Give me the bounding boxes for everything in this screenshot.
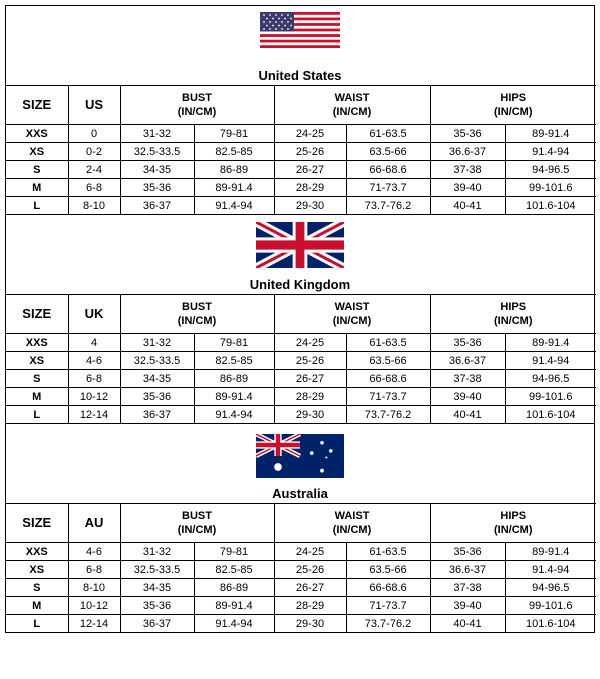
size-table: [6, 503, 596, 632]
value-cell: 91.4-94: [505, 561, 596, 579]
country-title: United Kingdom: [249, 277, 351, 292]
waist-label: WAIST: [334, 92, 370, 104]
value-cell: 24-25: [274, 543, 346, 561]
header-row: [6, 86, 596, 125]
bust-label: BUST: [182, 301, 212, 313]
value-cell: 0: [68, 125, 120, 143]
value-cell: 12-14: [68, 406, 120, 424]
value-cell: 61-63.5: [346, 125, 430, 143]
size-cell: XS: [6, 352, 68, 370]
size-cell: M: [6, 179, 68, 197]
value-cell: 94-96.5: [505, 579, 596, 597]
table-row: [6, 406, 596, 424]
value-cell: 66-68.6: [346, 161, 430, 179]
value-cell: 10-12: [68, 388, 120, 406]
value-cell: 91.4-94: [505, 143, 596, 161]
size-table: [6, 294, 596, 423]
value-cell: 89-91.4: [505, 543, 596, 561]
value-cell: 63.5-66: [346, 561, 430, 579]
value-cell: 0-2: [68, 143, 120, 161]
hips-unit: (IN/CM): [494, 524, 533, 536]
value-cell: 73.7-76.2: [346, 197, 430, 215]
uk-flag-icon: [256, 222, 344, 268]
section-united-states: [5, 5, 595, 214]
value-cell: 32.5-33.5: [120, 561, 194, 579]
value-cell: 4-6: [68, 352, 120, 370]
value-cell: 86-89: [194, 370, 274, 388]
value-cell: 32.5-33.5: [120, 143, 194, 161]
value-cell: 66-68.6: [346, 370, 430, 388]
value-cell: 40-41: [430, 615, 505, 633]
hips-unit: (IN/CM): [494, 315, 533, 327]
bust-unit: (IN/CM): [177, 315, 217, 327]
value-cell: 89-91.4: [194, 179, 274, 197]
value-cell: 37-38: [430, 579, 505, 597]
table-row: [6, 179, 596, 197]
section-header: [6, 6, 594, 85]
value-cell: 40-41: [430, 406, 505, 424]
size-cell: S: [6, 161, 68, 179]
table-row: [6, 543, 596, 561]
value-cell: 37-38: [430, 370, 505, 388]
region-header: US: [68, 86, 120, 125]
value-cell: 10-12: [68, 597, 120, 615]
value-cell: 28-29: [274, 388, 346, 406]
size-cell: M: [6, 597, 68, 615]
value-cell: 89-91.4: [194, 388, 274, 406]
bust-label: BUST: [182, 92, 212, 104]
value-cell: 24-25: [274, 125, 346, 143]
value-cell: 6-8: [68, 179, 120, 197]
value-cell: 79-81: [194, 125, 274, 143]
size-header: SIZE: [6, 295, 68, 334]
value-cell: 28-29: [274, 179, 346, 197]
size-cell: M: [6, 388, 68, 406]
value-cell: 36.6-37: [430, 352, 505, 370]
value-cell: 86-89: [194, 579, 274, 597]
value-cell: 24-25: [274, 334, 346, 352]
value-cell: 89-91.4: [505, 334, 596, 352]
value-cell: 32.5-33.5: [120, 352, 194, 370]
value-cell: 91.4-94: [194, 406, 274, 424]
value-cell: 99-101.6: [505, 179, 596, 197]
value-cell: 73.7-76.2: [346, 615, 430, 633]
value-cell: 31-32: [120, 543, 194, 561]
value-cell: 101.6-104: [505, 197, 596, 215]
us-flag-icon: [260, 12, 340, 48]
value-cell: 36.6-37: [430, 143, 505, 161]
size-chart: [5, 5, 595, 633]
value-cell: 34-35: [120, 370, 194, 388]
hips-label: HIPS: [500, 510, 527, 522]
waist-unit: (IN/CM): [332, 524, 372, 536]
size-header: SIZE: [6, 504, 68, 543]
value-cell: 91.4-94: [505, 352, 596, 370]
value-cell: 36-37: [120, 197, 194, 215]
size-cell: S: [6, 579, 68, 597]
hips-label: HIPS: [500, 301, 527, 313]
value-cell: 82.5-85: [194, 143, 274, 161]
value-cell: 61-63.5: [346, 334, 430, 352]
value-cell: 29-30: [274, 406, 346, 424]
value-cell: 63.5-66: [346, 143, 430, 161]
value-cell: 82.5-85: [194, 352, 274, 370]
waist-header: [274, 86, 430, 125]
value-cell: 8-10: [68, 579, 120, 597]
value-cell: 29-30: [274, 615, 346, 633]
value-cell: 29-30: [274, 197, 346, 215]
value-cell: 89-91.4: [194, 597, 274, 615]
value-cell: 71-73.7: [346, 597, 430, 615]
value-cell: 37-38: [430, 161, 505, 179]
waist-label: WAIST: [334, 301, 370, 313]
value-cell: 40-41: [430, 197, 505, 215]
value-cell: 61-63.5: [346, 543, 430, 561]
header-row: [6, 504, 596, 543]
bust-header: [120, 86, 274, 125]
table-row: [6, 370, 596, 388]
value-cell: 101.6-104: [505, 615, 596, 633]
waist-unit: (IN/CM): [332, 106, 372, 118]
size-cell: XXS: [6, 543, 68, 561]
bust-label: BUST: [182, 510, 212, 522]
value-cell: 4-6: [68, 543, 120, 561]
hips-label: HIPS: [500, 92, 527, 104]
value-cell: 25-26: [274, 561, 346, 579]
bust-header: [120, 295, 274, 334]
size-cell: L: [6, 197, 68, 215]
section-header: [6, 215, 594, 294]
size-cell: XS: [6, 143, 68, 161]
value-cell: 35-36: [120, 597, 194, 615]
hips-header: [430, 504, 596, 543]
section-header: [6, 424, 594, 503]
section-australia: [5, 423, 595, 633]
value-cell: 36.6-37: [430, 561, 505, 579]
value-cell: 101.6-104: [505, 406, 596, 424]
value-cell: 6-8: [68, 370, 120, 388]
size-cell: XS: [6, 561, 68, 579]
value-cell: 34-35: [120, 579, 194, 597]
value-cell: 66-68.6: [346, 579, 430, 597]
value-cell: 34-35: [120, 161, 194, 179]
value-cell: 79-81: [194, 334, 274, 352]
size-cell: L: [6, 615, 68, 633]
value-cell: 79-81: [194, 543, 274, 561]
header-row: [6, 295, 596, 334]
table-row: [6, 143, 596, 161]
value-cell: 4: [68, 334, 120, 352]
value-cell: 39-40: [430, 179, 505, 197]
table-row: [6, 352, 596, 370]
value-cell: 39-40: [430, 597, 505, 615]
region-header: AU: [68, 504, 120, 543]
waist-label: WAIST: [334, 510, 370, 522]
size-cell: XXS: [6, 125, 68, 143]
hips-header: [430, 86, 596, 125]
value-cell: 39-40: [430, 388, 505, 406]
value-cell: 25-26: [274, 352, 346, 370]
country-title: Australia: [272, 486, 328, 501]
value-cell: 2-4: [68, 161, 120, 179]
value-cell: 35-36: [430, 543, 505, 561]
value-cell: 36-37: [120, 615, 194, 633]
value-cell: 31-32: [120, 334, 194, 352]
value-cell: 36-37: [120, 406, 194, 424]
value-cell: 26-27: [274, 579, 346, 597]
au-flag-icon: [256, 434, 344, 478]
value-cell: 91.4-94: [194, 197, 274, 215]
value-cell: 71-73.7: [346, 179, 430, 197]
value-cell: 35-36: [430, 334, 505, 352]
table-row: [6, 161, 596, 179]
table-row: [6, 615, 596, 633]
hips-unit: (IN/CM): [494, 106, 533, 118]
country-title: United States: [258, 68, 342, 83]
value-cell: 35-36: [120, 179, 194, 197]
table-row: [6, 597, 596, 615]
table-row: [6, 388, 596, 406]
table-row: [6, 334, 596, 352]
waist-header: [274, 504, 430, 543]
value-cell: 6-8: [68, 561, 120, 579]
region-header: UK: [68, 295, 120, 334]
value-cell: 73.7-76.2: [346, 406, 430, 424]
value-cell: 99-101.6: [505, 597, 596, 615]
section-united-kingdom: [5, 214, 595, 423]
hips-header: [430, 295, 596, 334]
value-cell: 94-96.5: [505, 161, 596, 179]
size-header: SIZE: [6, 86, 68, 125]
value-cell: 26-27: [274, 370, 346, 388]
bust-unit: (IN/CM): [177, 524, 217, 536]
value-cell: 35-36: [430, 125, 505, 143]
size-cell: XXS: [6, 334, 68, 352]
value-cell: 82.5-85: [194, 561, 274, 579]
table-row: [6, 197, 596, 215]
value-cell: 12-14: [68, 615, 120, 633]
value-cell: 28-29: [274, 597, 346, 615]
value-cell: 63.5-66: [346, 352, 430, 370]
value-cell: 35-36: [120, 388, 194, 406]
table-row: [6, 579, 596, 597]
bust-unit: (IN/CM): [177, 106, 217, 118]
size-cell: S: [6, 370, 68, 388]
table-row: [6, 561, 596, 579]
value-cell: 86-89: [194, 161, 274, 179]
size-table: [6, 85, 596, 214]
value-cell: 89-91.4: [505, 125, 596, 143]
value-cell: 31-32: [120, 125, 194, 143]
waist-header: [274, 295, 430, 334]
value-cell: 91.4-94: [194, 615, 274, 633]
value-cell: 26-27: [274, 161, 346, 179]
bust-header: [120, 504, 274, 543]
waist-unit: (IN/CM): [332, 315, 372, 327]
value-cell: 8-10: [68, 197, 120, 215]
table-row: [6, 125, 596, 143]
value-cell: 94-96.5: [505, 370, 596, 388]
value-cell: 71-73.7: [346, 388, 430, 406]
value-cell: 99-101.6: [505, 388, 596, 406]
value-cell: 25-26: [274, 143, 346, 161]
size-cell: L: [6, 406, 68, 424]
